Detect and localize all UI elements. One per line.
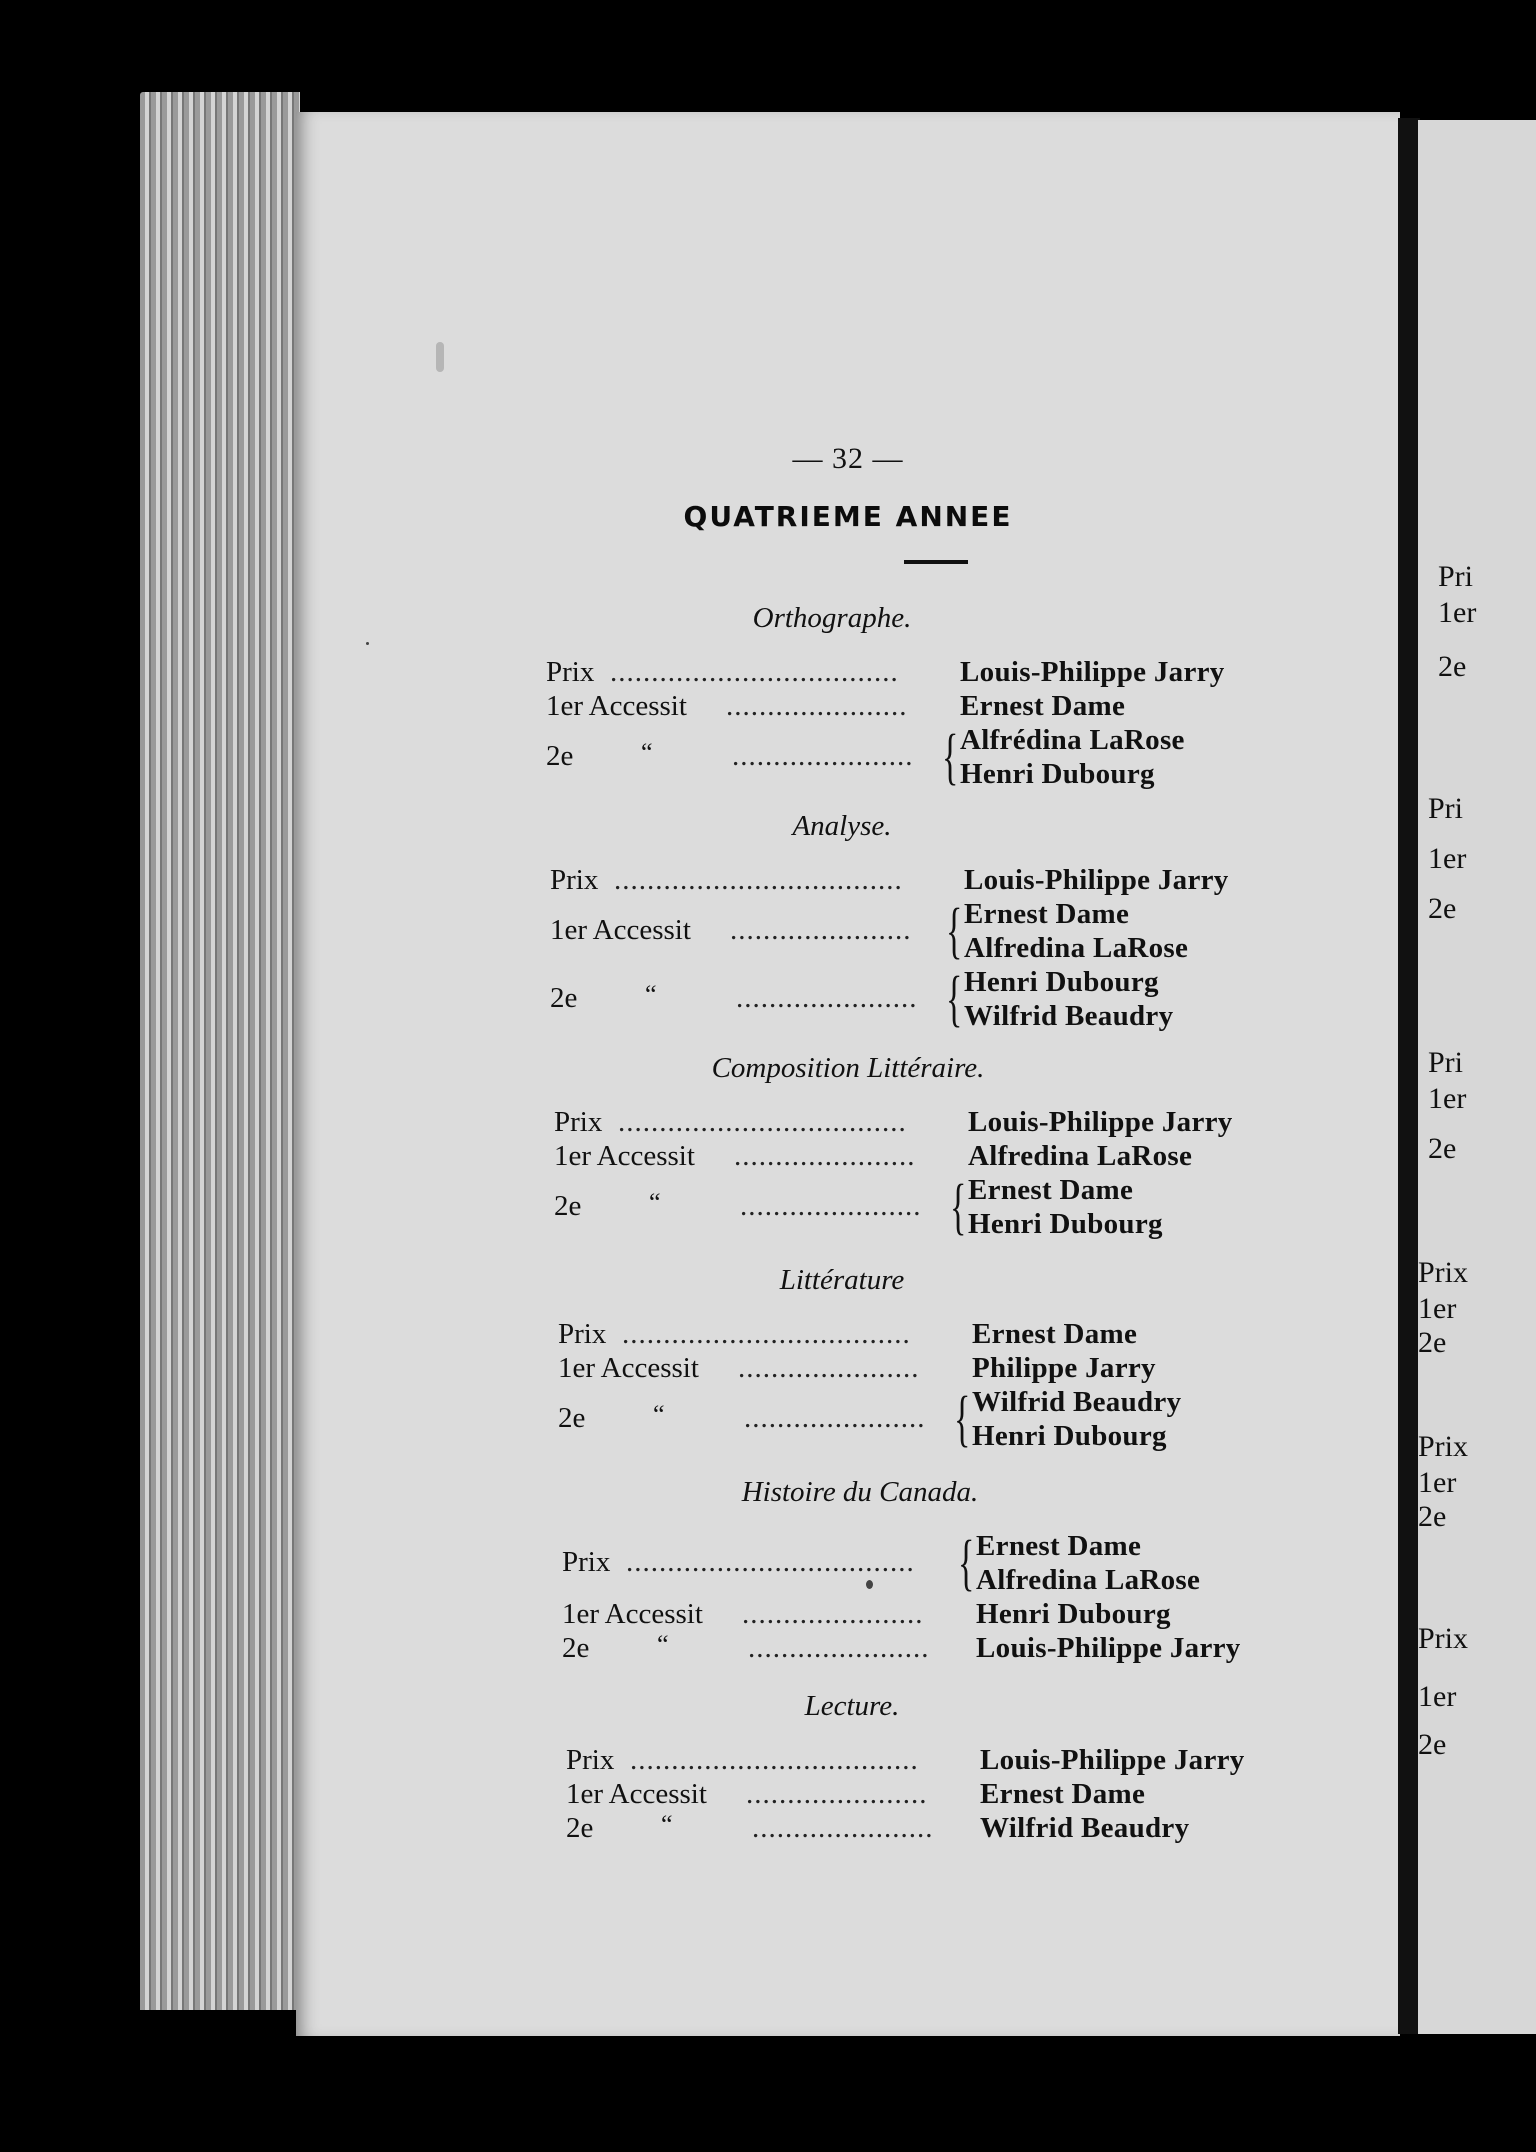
winner-name: Ernest Dame [960, 690, 1126, 722]
facing-page-fragment: 2e [1418, 1326, 1447, 1359]
facing-page-fragment: Pri [1428, 1046, 1464, 1079]
brace-icon: { [946, 897, 963, 965]
facing-page-fragment: 2e [1418, 1728, 1447, 1761]
dot-leaders: ...................... [736, 982, 918, 1014]
prize-row [296, 1778, 1400, 1812]
prize-row [296, 898, 1400, 966]
winner-name: Ernest Dame [976, 1530, 1142, 1562]
prize-label: Prix [554, 1106, 603, 1138]
prize-row [296, 1174, 1400, 1242]
dot-leaders: ...................... [748, 1632, 930, 1664]
winner-name: Wilfrid Beaudry [972, 1386, 1182, 1418]
page-number: — 32 — [792, 442, 904, 475]
book-gutter [1398, 118, 1420, 2034]
prize-label: Prix [566, 1744, 615, 1776]
prize-label: Prix [550, 864, 599, 896]
prize-label: 1er Accessit [550, 914, 691, 946]
prize-row [296, 1812, 1400, 1846]
prize-label: 2e [546, 740, 574, 772]
ditto-mark: “ [641, 738, 653, 767]
facing-page-fragment: 2e [1428, 892, 1457, 925]
section-heading: Lecture. [804, 1690, 900, 1722]
ditto-mark: “ [649, 1188, 661, 1217]
winner-name: Ernest Dame [980, 1778, 1146, 1810]
paper-stain [436, 342, 444, 372]
brace-icon: { [950, 1173, 967, 1241]
winner-name: Louis-Philippe Jarry [980, 1744, 1245, 1776]
prize-row [296, 724, 1400, 792]
winner-name: Philippe Jarry [972, 1352, 1156, 1384]
facing-page-fragment: Pri [1438, 560, 1474, 593]
book-page [296, 112, 1400, 2036]
prize-label: Prix [546, 656, 595, 688]
facing-page-fragment: 2e [1438, 650, 1467, 683]
winner-name: Alfredina LaRose [968, 1140, 1193, 1172]
prize-label: Prix [562, 1546, 611, 1578]
dot-leaders: ...................... [740, 1190, 922, 1222]
section-heading: Analyse. [792, 810, 892, 842]
facing-page-fragment: 2e [1428, 1132, 1457, 1165]
prize-label: 2e [558, 1402, 586, 1434]
section-heading: Orthographe. [752, 602, 912, 634]
brace-icon: { [946, 965, 963, 1033]
facing-page-fragment: 1er [1418, 1292, 1457, 1325]
facing-page-fragment: 2e [1418, 1500, 1447, 1533]
ditto-mark: “ [653, 1400, 665, 1429]
prize-label: 1er Accessit [554, 1140, 695, 1172]
winner-name: Henri Dubourg [960, 758, 1155, 790]
brace-icon: { [942, 723, 959, 791]
prize-label: 1er Accessit [546, 690, 687, 722]
winner-name: Louis-Philippe Jarry [964, 864, 1229, 896]
facing-page-fragment: 1er [1428, 1082, 1467, 1115]
dot-leaders: ................................... [610, 656, 899, 688]
dot-leaders: ...................... [734, 1140, 916, 1172]
facing-page-fragment: Pri [1428, 792, 1464, 825]
prize-row [296, 1598, 1400, 1632]
winner-name: Ernest Dame [968, 1174, 1134, 1206]
title-divider [904, 560, 968, 564]
paper-speck [366, 642, 369, 645]
prize-label: 1er Accessit [562, 1598, 703, 1630]
prize-row [296, 656, 1400, 690]
winner-name: Alfrédina LaRose [960, 724, 1185, 756]
brace-icon: { [958, 1529, 975, 1597]
winner-name: Louis-Philippe Jarry [968, 1106, 1233, 1138]
winner-name: Ernest Dame [972, 1318, 1138, 1350]
winner-name: Wilfrid Beaudry [980, 1812, 1190, 1844]
dot-leaders: ................................... [626, 1546, 915, 1578]
prize-row [296, 1352, 1400, 1386]
prize-label: 1er Accessit [558, 1352, 699, 1384]
prize-row [296, 1530, 1400, 1598]
dot-leaders: ................................... [614, 864, 903, 896]
prize-row [296, 1106, 1400, 1140]
dot-leaders: ...................... [730, 914, 912, 946]
section-heading: Littérature [779, 1264, 905, 1296]
prize-label: Prix [558, 1318, 607, 1350]
dot-leaders: ................................... [622, 1318, 911, 1350]
ditto-mark: “ [657, 1630, 669, 1659]
prize-row [296, 966, 1400, 1034]
winner-name: Alfredina LaRose [976, 1564, 1201, 1596]
dot-leaders: ...................... [742, 1598, 924, 1630]
facing-page-fragment: Prix [1418, 1256, 1469, 1289]
prize-row [296, 1318, 1400, 1352]
dot-leaders: ................................... [630, 1744, 919, 1776]
page-title: QUATRIEME ANNEE [683, 500, 1013, 533]
winner-name: Henri Dubourg [964, 966, 1159, 998]
prize-label: 2e [566, 1812, 594, 1844]
winner-name: Alfredina LaRose [964, 932, 1189, 964]
winner-name: Wilfrid Beaudry [964, 1000, 1174, 1032]
facing-page [1418, 120, 1536, 2034]
facing-page-fragment: Prix [1418, 1430, 1469, 1463]
winner-name: Henri Dubourg [976, 1598, 1171, 1630]
prize-label: 1er Accessit [566, 1778, 707, 1810]
dot-leaders: ...................... [752, 1812, 934, 1844]
winner-name: Henri Dubourg [968, 1208, 1163, 1240]
dot-leaders: ...................... [726, 690, 908, 722]
section-heading: Histoire du Canada. [741, 1476, 979, 1508]
winner-name: Louis-Philippe Jarry [960, 656, 1225, 688]
dot-leaders: ...................... [732, 740, 914, 772]
dot-leaders: ...................... [746, 1778, 928, 1810]
facing-page-fragment: Prix [1418, 1622, 1469, 1655]
winner-name: Louis-Philippe Jarry [976, 1632, 1241, 1664]
prize-label: 2e [554, 1190, 582, 1222]
prize-label: 2e [562, 1632, 590, 1664]
ditto-mark: “ [661, 1810, 673, 1839]
facing-page-fragment: 1er [1418, 1466, 1457, 1499]
book-page-edges [140, 92, 300, 2010]
winner-name: Ernest Dame [964, 898, 1130, 930]
section-heading: Composition Littéraire. [711, 1052, 985, 1084]
prize-row [296, 1140, 1400, 1174]
prize-row [296, 1386, 1400, 1454]
prize-row [296, 1632, 1400, 1666]
facing-page-fragment: 1er [1418, 1680, 1457, 1713]
dot-leaders: ...................... [744, 1402, 926, 1434]
prize-row [296, 1744, 1400, 1778]
brace-icon: { [954, 1385, 971, 1453]
facing-page-fragment: 1er [1438, 596, 1477, 629]
facing-page-fragment: 1er [1428, 842, 1467, 875]
prize-row [296, 690, 1400, 724]
prize-label: 2e [550, 982, 578, 1014]
winner-name: Henri Dubourg [972, 1420, 1167, 1452]
prize-row [296, 864, 1400, 898]
dot-leaders: ...................... [738, 1352, 920, 1384]
ditto-mark: “ [645, 980, 657, 1009]
paper-speck [866, 1580, 873, 1589]
dot-leaders: ................................... [618, 1106, 907, 1138]
